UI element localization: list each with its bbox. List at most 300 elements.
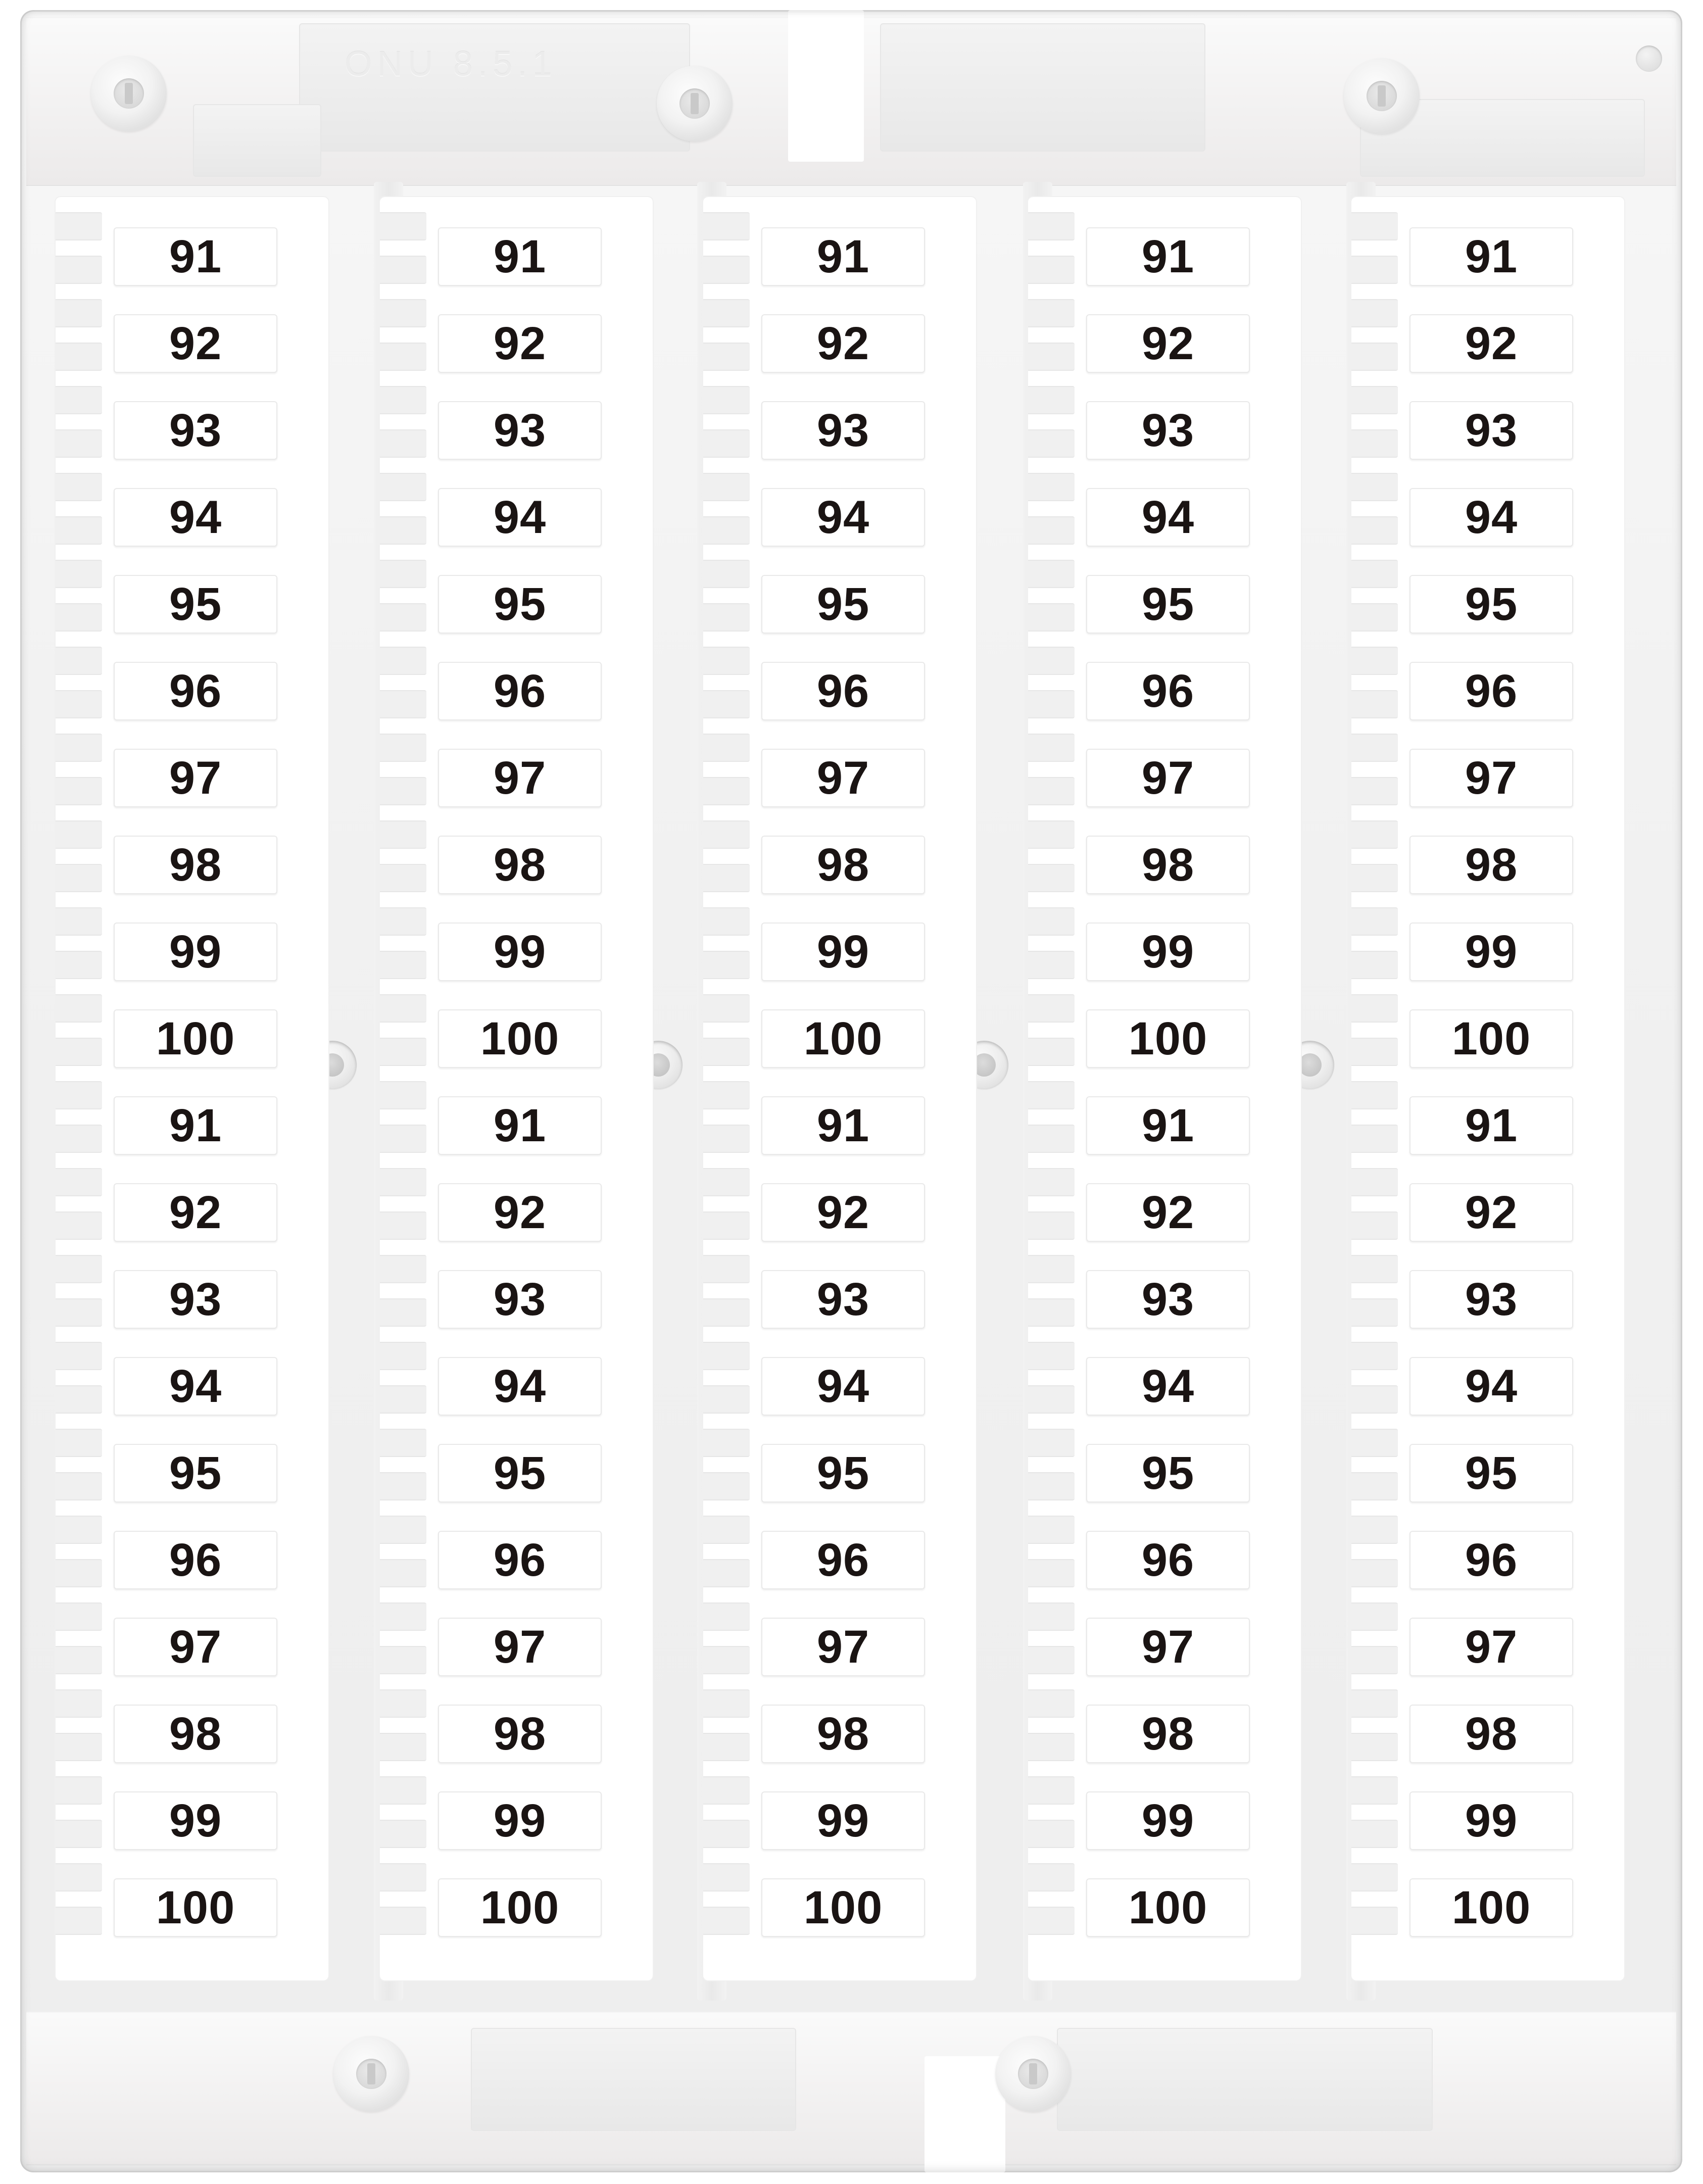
marker-tag[interactable]	[1409, 1705, 1573, 1763]
strip-comb-teeth	[1028, 212, 1076, 1965]
marker-tag-label: 96	[493, 665, 547, 717]
marker-tag[interactable]	[761, 749, 925, 807]
marker-tag-label: 97	[169, 752, 222, 804]
marker-tag-label: 98	[493, 1708, 547, 1760]
marker-tag[interactable]	[438, 1270, 602, 1329]
comb-tooth	[56, 1342, 102, 1370]
comb-tooth	[380, 256, 426, 284]
marker-tag[interactable]	[114, 1618, 277, 1676]
comb-tooth	[1351, 1125, 1398, 1153]
comb-tooth	[703, 256, 750, 284]
comb-tooth	[380, 1081, 426, 1109]
marker-tag-label: 96	[816, 1534, 870, 1586]
comb-tooth	[703, 429, 750, 458]
marker-tag[interactable]	[114, 1096, 277, 1155]
marker-tag[interactable]	[114, 314, 277, 373]
comb-tooth	[56, 1038, 102, 1066]
marker-tag-label: 99	[816, 926, 870, 978]
marker-tag[interactable]	[438, 1618, 602, 1676]
comb-tooth	[703, 1863, 750, 1891]
comb-tooth	[1028, 1081, 1075, 1109]
comb-tooth	[56, 1559, 102, 1587]
comb-tooth	[56, 1733, 102, 1761]
comb-tooth	[56, 994, 102, 1023]
marker-tag[interactable]	[1409, 227, 1573, 286]
comb-tooth	[703, 734, 750, 762]
marker-tag[interactable]	[438, 1357, 602, 1416]
marker-tag[interactable]	[1409, 662, 1573, 720]
comb-tooth	[380, 1298, 426, 1327]
comb-tooth	[56, 343, 102, 371]
marker-tag[interactable]	[114, 1791, 277, 1850]
comb-tooth	[1028, 1429, 1075, 1457]
comb-tooth	[1028, 473, 1075, 501]
comb-tooth	[1028, 1255, 1075, 1283]
marker-tag-label: 93	[493, 405, 547, 456]
comb-tooth	[1028, 1211, 1075, 1240]
comb-tooth	[1028, 560, 1075, 588]
comb-tooth	[1028, 1298, 1075, 1327]
marker-tag[interactable]	[114, 488, 277, 547]
marker-tag-label: 94	[1465, 492, 1518, 543]
comb-tooth	[380, 1863, 426, 1891]
marker-tag[interactable]	[114, 1444, 277, 1502]
marker-tag-label: 95	[493, 1447, 547, 1499]
marker-tag-label: 95	[1141, 578, 1195, 630]
comb-tooth	[56, 907, 102, 936]
comb-tooth	[703, 1342, 750, 1370]
comb-tooth	[1028, 603, 1075, 632]
marker-tag-label: 99	[1141, 926, 1195, 978]
marker-tag-label: 99	[493, 1795, 547, 1847]
marker-tag[interactable]	[438, 662, 602, 720]
comb-tooth	[1351, 1081, 1398, 1109]
marker-tag-label: 93	[1141, 405, 1195, 456]
strip-comb-teeth	[703, 212, 751, 1965]
marker-tag-label: 98	[816, 1708, 870, 1760]
marker-tag-label: 91	[493, 1100, 547, 1151]
marker-tag-label: 100	[1451, 1882, 1531, 1933]
marker-tag[interactable]	[1086, 1705, 1250, 1763]
comb-tooth	[703, 1385, 750, 1414]
comb-tooth	[1351, 1211, 1398, 1240]
comb-tooth	[1028, 777, 1075, 805]
comb-tooth	[1028, 1603, 1075, 1631]
comb-tooth	[380, 1211, 426, 1240]
marker-tag-label: 95	[1465, 1447, 1518, 1499]
marker-strip-1[interactable]	[56, 197, 328, 1980]
marker-tag[interactable]	[1086, 1531, 1250, 1589]
marker-tag[interactable]	[438, 1791, 602, 1850]
comb-tooth	[1351, 1472, 1398, 1500]
marker-tag[interactable]	[1409, 488, 1573, 547]
comb-tooth	[703, 1125, 750, 1153]
marker-tag[interactable]	[761, 1444, 925, 1502]
marker-tag[interactable]	[761, 662, 925, 720]
comb-tooth	[56, 820, 102, 849]
marker-tag[interactable]	[761, 1705, 925, 1763]
comb-tooth	[1028, 994, 1075, 1023]
comb-tooth	[56, 1863, 102, 1891]
marker-tag[interactable]	[761, 1183, 925, 1242]
comb-tooth	[703, 1255, 750, 1283]
marker-tag-label: 94	[816, 1361, 870, 1412]
comb-tooth	[703, 1081, 750, 1109]
marker-tag-label: 91	[493, 231, 547, 282]
marker-tag[interactable]	[438, 1878, 602, 1937]
marker-tag[interactable]	[1409, 1791, 1573, 1850]
marker-strip-4[interactable]	[1028, 197, 1301, 1980]
marker-tag[interactable]	[761, 314, 925, 373]
marker-tag[interactable]	[1086, 1096, 1250, 1155]
marker-tag-label: 91	[1465, 1100, 1518, 1151]
marker-tag[interactable]	[438, 227, 602, 286]
comb-tooth	[1351, 386, 1398, 414]
comb-tooth	[1028, 1168, 1075, 1196]
marker-tag[interactable]	[1086, 662, 1250, 720]
marker-tag[interactable]	[438, 314, 602, 373]
marker-tag[interactable]	[114, 227, 277, 286]
corner-hole-top-right	[1636, 45, 1662, 72]
comb-tooth	[1028, 429, 1075, 458]
comb-tooth	[703, 212, 750, 240]
marker-tag[interactable]	[438, 1444, 602, 1502]
marker-tag[interactable]	[1409, 1618, 1573, 1676]
marker-tag[interactable]	[1086, 227, 1250, 286]
comb-tooth	[1028, 864, 1075, 892]
marker-tag[interactable]	[1086, 1357, 1250, 1416]
marker-tag[interactable]	[1409, 1183, 1573, 1242]
comb-tooth	[380, 516, 426, 545]
comb-tooth	[380, 299, 426, 327]
marker-card-carrier	[20, 10, 1682, 2172]
marker-tag-label: 92	[493, 318, 547, 369]
screw-boss-top-center	[657, 66, 733, 141]
marker-tag[interactable]	[114, 1705, 277, 1763]
comb-tooth	[56, 1776, 102, 1805]
marker-tag[interactable]	[114, 1878, 277, 1937]
marker-tag-label: 94	[1141, 1361, 1195, 1412]
comb-tooth	[703, 1603, 750, 1631]
marker-tag-label: 95	[816, 578, 870, 630]
marker-tag-label: 93	[816, 405, 870, 456]
comb-tooth	[1351, 647, 1398, 675]
comb-tooth	[1028, 1516, 1075, 1544]
comb-tooth	[1351, 1863, 1398, 1891]
comb-tooth	[56, 690, 102, 718]
marker-tag[interactable]	[438, 1009, 602, 1068]
marker-tag[interactable]	[1086, 488, 1250, 547]
marker-tag[interactable]	[1409, 836, 1573, 894]
marker-tag[interactable]	[114, 749, 277, 807]
marker-tag-label: 98	[169, 1708, 222, 1760]
marker-tag[interactable]	[761, 923, 925, 981]
comb-tooth	[703, 1733, 750, 1761]
comb-tooth	[380, 647, 426, 675]
marker-tag[interactable]	[761, 1009, 925, 1068]
marker-tag-label: 98	[1141, 839, 1195, 891]
marker-tag-label: 92	[816, 318, 870, 369]
marker-tag[interactable]	[761, 488, 925, 547]
screw-boss-bottom-left	[333, 2036, 409, 2112]
marker-tag-label: 95	[1141, 1447, 1195, 1499]
marker-tag-label: 100	[803, 1013, 883, 1064]
comb-tooth	[380, 734, 426, 762]
marker-tag-label: 99	[1465, 926, 1518, 978]
marker-tag[interactable]	[114, 662, 277, 720]
comb-tooth	[1351, 1646, 1398, 1674]
marker-tag[interactable]	[438, 1096, 602, 1155]
marker-tag[interactable]	[761, 1096, 925, 1155]
marker-tag[interactable]	[1086, 1878, 1250, 1937]
comb-tooth	[1351, 516, 1398, 545]
marker-tag[interactable]	[761, 575, 925, 634]
marker-tag-label: 95	[493, 578, 547, 630]
marker-tag-label: 97	[816, 752, 870, 804]
comb-tooth	[56, 603, 102, 632]
rail-block-top-right	[880, 23, 1205, 152]
marker-tag-label: 91	[816, 1100, 870, 1151]
marker-tag[interactable]	[114, 575, 277, 634]
comb-tooth	[1028, 1907, 1075, 1935]
comb-tooth	[56, 777, 102, 805]
comb-tooth	[703, 1472, 750, 1500]
marker-tag[interactable]	[1409, 749, 1573, 807]
screw-boss-top-left	[91, 56, 167, 131]
comb-tooth	[380, 386, 426, 414]
marker-tag[interactable]	[1409, 314, 1573, 373]
marker-tag-label: 100	[1128, 1882, 1208, 1933]
marker-tag[interactable]	[438, 401, 602, 460]
marker-tag-label: 98	[493, 839, 547, 891]
marker-tag[interactable]	[114, 1357, 277, 1416]
comb-tooth	[56, 1689, 102, 1718]
marker-tag-label: 99	[169, 1795, 222, 1847]
marker-tag-label: 96	[1465, 665, 1518, 717]
comb-tooth	[380, 1820, 426, 1848]
marker-tag-label: 91	[169, 1100, 222, 1151]
marker-tag[interactable]	[1409, 575, 1573, 634]
comb-tooth	[56, 1820, 102, 1848]
comb-tooth	[1351, 1559, 1398, 1587]
comb-tooth	[1351, 1820, 1398, 1848]
marker-tag[interactable]	[114, 836, 277, 894]
marker-tag[interactable]	[1086, 836, 1250, 894]
marker-tag[interactable]	[761, 401, 925, 460]
marker-tag[interactable]	[761, 1270, 925, 1329]
marker-tag[interactable]	[761, 227, 925, 286]
comb-tooth	[1028, 1472, 1075, 1500]
marker-tag-label: 97	[169, 1621, 222, 1673]
comb-tooth	[703, 1211, 750, 1240]
marker-tag-label: 92	[816, 1187, 870, 1238]
marker-tag[interactable]	[438, 836, 602, 894]
comb-tooth	[1351, 951, 1398, 979]
comb-tooth	[1028, 1646, 1075, 1674]
comb-tooth	[1028, 1385, 1075, 1414]
marker-tag-label: 95	[169, 578, 222, 630]
marker-tag[interactable]	[1086, 401, 1250, 460]
comb-tooth	[56, 1298, 102, 1327]
marker-tag[interactable]	[1409, 401, 1573, 460]
comb-tooth	[1028, 734, 1075, 762]
marker-tag-label: 97	[1465, 1621, 1518, 1673]
comb-tooth	[703, 343, 750, 371]
rail-block-top-far-left	[193, 104, 321, 177]
comb-tooth	[56, 516, 102, 545]
marker-tag[interactable]	[1409, 1357, 1573, 1416]
comb-tooth	[1351, 1689, 1398, 1718]
marker-tag-label: 96	[493, 1534, 547, 1586]
comb-tooth	[1351, 690, 1398, 718]
marker-tag[interactable]	[1409, 1878, 1573, 1937]
marker-strip-2[interactable]	[380, 197, 653, 1980]
marker-tag-label: 94	[493, 492, 547, 543]
screw-boss-top-right	[1344, 58, 1420, 134]
marker-tag[interactable]	[114, 1183, 277, 1242]
comb-tooth	[1028, 820, 1075, 849]
marker-tag-label: 97	[1465, 752, 1518, 804]
strip-comb-teeth	[56, 212, 104, 1965]
marker-tag[interactable]	[761, 1357, 925, 1416]
marker-tag[interactable]	[114, 401, 277, 460]
marker-tag[interactable]	[114, 1270, 277, 1329]
marker-tag[interactable]	[1409, 1270, 1573, 1329]
comb-tooth	[703, 603, 750, 632]
comb-tooth	[56, 256, 102, 284]
marker-tag-label: 92	[1465, 318, 1518, 369]
marker-tag[interactable]	[1086, 1270, 1250, 1329]
marker-tag-label: 96	[1465, 1534, 1518, 1586]
screw-boss-bottom-right	[995, 2036, 1071, 2112]
marker-tag-label: 96	[816, 665, 870, 717]
comb-tooth	[56, 1211, 102, 1240]
marker-tag[interactable]	[114, 1531, 277, 1589]
marker-tag[interactable]	[1086, 923, 1250, 981]
marker-tag[interactable]	[1086, 575, 1250, 634]
bottom-notch	[925, 2056, 1005, 2172]
comb-tooth	[1028, 1125, 1075, 1153]
comb-tooth	[1351, 560, 1398, 588]
rail-block-top-left	[299, 23, 690, 152]
comb-tooth	[1351, 1603, 1398, 1631]
comb-tooth	[703, 951, 750, 979]
marker-tag[interactable]	[761, 1878, 925, 1937]
comb-tooth	[1351, 994, 1398, 1023]
marker-tag-label: 91	[1141, 231, 1195, 282]
comb-tooth	[703, 1168, 750, 1196]
comb-tooth	[56, 1472, 102, 1500]
comb-tooth	[1028, 1342, 1075, 1370]
marker-tag-label: 91	[1141, 1100, 1195, 1151]
marker-tag-label: 93	[816, 1274, 870, 1325]
comb-tooth	[1351, 777, 1398, 805]
marker-tag[interactable]	[1086, 1009, 1250, 1068]
marker-tag[interactable]	[438, 488, 602, 547]
comb-tooth	[1351, 864, 1398, 892]
marker-tag[interactable]	[438, 923, 602, 981]
marker-tag[interactable]	[1409, 1096, 1573, 1155]
marker-tag[interactable]	[438, 575, 602, 634]
marker-tag-label: 98	[1465, 839, 1518, 891]
comb-tooth	[380, 343, 426, 371]
marker-tag[interactable]	[1086, 1444, 1250, 1502]
comb-tooth	[1028, 256, 1075, 284]
marker-tag-label: 100	[480, 1882, 560, 1933]
marker-tag[interactable]	[1086, 1791, 1250, 1850]
marker-strip-5[interactable]	[1351, 197, 1624, 1980]
comb-tooth	[380, 1342, 426, 1370]
marker-tag[interactable]	[438, 749, 602, 807]
marker-tag[interactable]	[1086, 1183, 1250, 1242]
marker-tag-label: 95	[169, 1447, 222, 1499]
comb-tooth	[1351, 820, 1398, 849]
comb-tooth	[1351, 1776, 1398, 1805]
comb-tooth	[380, 1603, 426, 1631]
comb-tooth	[703, 1820, 750, 1848]
marker-strip-3[interactable]	[703, 197, 976, 1980]
marker-tag[interactable]	[114, 1009, 277, 1068]
comb-tooth	[703, 1038, 750, 1066]
comb-tooth	[1351, 734, 1398, 762]
comb-tooth	[703, 907, 750, 936]
marker-tag[interactable]	[761, 836, 925, 894]
marker-tag-label: 98	[1141, 1708, 1195, 1760]
marker-tag[interactable]	[438, 1531, 602, 1589]
marker-tag[interactable]	[1086, 1618, 1250, 1676]
marker-tag-label: 100	[1128, 1013, 1208, 1064]
comb-tooth	[380, 994, 426, 1023]
marker-tag[interactable]	[1409, 1009, 1573, 1068]
marker-tag[interactable]	[1409, 923, 1573, 981]
comb-tooth	[1028, 951, 1075, 979]
marker-tag-label: 94	[1465, 1361, 1518, 1412]
comb-tooth	[1351, 212, 1398, 240]
marker-tag[interactable]	[438, 1705, 602, 1763]
comb-tooth	[703, 777, 750, 805]
marker-tag-label: 92	[1141, 1187, 1195, 1238]
marker-tag[interactable]	[1086, 749, 1250, 807]
comb-tooth	[703, 864, 750, 892]
marker-tag-label: 97	[1141, 1621, 1195, 1673]
marker-tag-label: 97	[493, 1621, 547, 1673]
marker-tag-label: 95	[816, 1447, 870, 1499]
marker-tag-label: 100	[156, 1013, 235, 1064]
strip-comb-teeth	[1351, 212, 1399, 1965]
marker-tag[interactable]	[1409, 1444, 1573, 1502]
comb-tooth	[1351, 603, 1398, 632]
comb-tooth	[1351, 429, 1398, 458]
marker-tag[interactable]	[761, 1531, 925, 1589]
comb-tooth	[1351, 907, 1398, 936]
comb-tooth	[703, 1689, 750, 1718]
comb-tooth	[380, 473, 426, 501]
comb-tooth	[1351, 473, 1398, 501]
marker-tag[interactable]	[1086, 314, 1250, 373]
comb-tooth	[56, 1646, 102, 1674]
marker-tag[interactable]	[114, 923, 277, 981]
marker-tag[interactable]	[761, 1791, 925, 1850]
marker-tag-label: 91	[816, 231, 870, 282]
marker-tag[interactable]	[761, 1618, 925, 1676]
bottom-rail	[26, 2012, 1676, 2165]
marker-tag[interactable]	[1409, 1531, 1573, 1589]
comb-tooth	[380, 1038, 426, 1066]
marker-tag[interactable]	[438, 1183, 602, 1242]
comb-tooth	[1351, 1907, 1398, 1935]
comb-tooth	[56, 647, 102, 675]
marker-tag-label: 100	[1451, 1013, 1531, 1064]
